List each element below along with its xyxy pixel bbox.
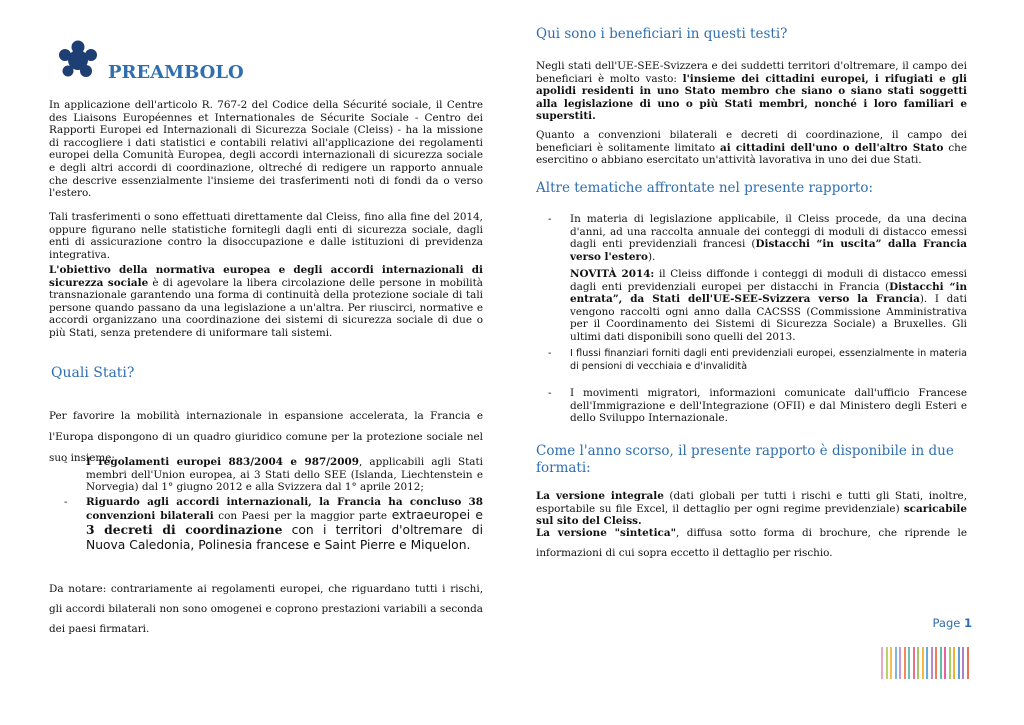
objective-paragraph bbox=[49, 264, 483, 340]
color-bar bbox=[899, 647, 901, 679]
color-bar bbox=[931, 647, 933, 679]
heading-altre-tematiche: Altre tematiche affrontate nel presente rapporto: bbox=[536, 180, 874, 196]
framework-list bbox=[64, 456, 483, 552]
color-bar bbox=[886, 647, 888, 679]
color-bar bbox=[917, 647, 919, 679]
color-bar bbox=[926, 647, 928, 679]
framework-paragraph: Per favorire la mobilità internazionale in espansione accelerata, la Francia e l'Europa dispongono di un quadro giuridico comune per la protezione sociale nel suo insieme: bbox=[49, 410, 483, 464]
page-title: PREAMBOLO bbox=[108, 62, 244, 83]
beneficiaries-paragraph: Negli stati dell'UE-SEE-Svizzera e dei suddetti territori d'oltremare, il campo dei beneficiari è molto vasto: l'insieme dei cittadini europei, i rifugiati e gli apolidi residenti in uno Stato membro che siano o siano stati soggetti alla legislazione di uno o più Stati membri, nonché i loro familiari e superstiti. bbox=[536, 60, 967, 123]
list-item: - I flussi finanziari forniti dagli enti previdenziali europei, essenzialmente in materia di pensioni di vecchiaia e d'invalidità bbox=[548, 348, 967, 373]
intro-paragraph: In applicazione dell'articolo R. 767-2 del Codice della Sécurité sociale, il Centre des Liaisons Européennes et Internationales de Sécurite Sociale - Centro dei Rapporti Europei ed Internazionali di Sicurezza Sociale (Cleiss) - ha la missione di raccogliere i dati statistici e contabili relativi all'applicazione dei regolamenti europei della Comunità Europea, degli accordi internazionali di sicurezza sociale e degli altri accordi di coordinazione, oltreché di redigere un rapporto annuale che descrive essenzialmente l'insieme dei trasferimenti noti di fondi da o verso l'estero. bbox=[49, 99, 483, 200]
color-bar bbox=[904, 647, 906, 679]
note-paragraph: Da notare: contrariamente ai regolamenti europei, che riguardano tutti i rischi, gli accordi bilaterali non sono omogenei e coprono prestazioni variabili a seconda dei paesi firmatari. bbox=[49, 583, 483, 635]
bilateral-paragraph: Quanto a convenzioni bilaterali e decreti di coordinazione, il campo dei beneficiari è solitamente limitato ai cittadini dell'uno o dell'altro Stato che esercitino o abbiano esercitato un'attività lavorativa in uno dei due Stati. bbox=[536, 129, 967, 167]
heading-quali-stati: Quali Stati? bbox=[51, 365, 135, 381]
color-bar bbox=[908, 647, 910, 679]
list-item: - Riguardo agli accordi internazionali, la Francia ha concluso 38 convenzioni bilaterali con Paesi per la maggior parte extraeuropei e 3 decreti di coordinazione con i territori d'oltremare di Nuova Caledonia, Polinesia francese e Saint Pierre e Miquelon. bbox=[64, 496, 483, 552]
list-item: - In materia di legislazione applicabile, il Cleiss procede, da una decina d'anni, ad una raccolta annuale dei conteggi di moduli di distacco emessi dagli enti previdenziali francesi (Distacchi “in uscita” dalla Francia verso l'estero). bbox=[548, 213, 967, 263]
color-bar bbox=[890, 647, 892, 679]
full-version-paragraph: La versione integrale (dati globali per tutti i rischi e tutti gli Stati, inoltre, esportabile su file Excel, il dettaglio per ogni regime previdenziale) scaricabile sul sito del Cleiss. bbox=[536, 490, 967, 528]
color-bar bbox=[949, 647, 951, 679]
color-bar bbox=[922, 647, 924, 679]
color-bar bbox=[967, 647, 969, 679]
color-bar bbox=[962, 647, 964, 679]
color-bar bbox=[935, 647, 937, 679]
topics-list-3 bbox=[548, 387, 967, 425]
page-number: Page 1 bbox=[932, 616, 972, 630]
summary-version-paragraph: La versione "sintetica", diffusa sotto forma di brochure, che riprende le informazioni di cui sopra eccetto il dettaglio per rischio. bbox=[536, 527, 967, 559]
objective-rest: è di agevolare la libera circolazione delle persone in mobilità transnazionale garantendo una forma di continuità della protezione sociale di tali persone quando passano da una legislazione a un'altra. Per riuscirci, normative e accordi organizzano una coordinazione dei sistemi di sicurezza sociale di due o più Stati, senza pretendere di uniformare tali sistemi. bbox=[49, 276, 483, 339]
color-bar bbox=[944, 647, 946, 679]
objective-bold: L'obiettivo della normativa europea e degli accordi internazionali di sicurezza sociale bbox=[49, 264, 483, 289]
decorative-color-bars bbox=[881, 647, 971, 679]
transfers-paragraph: Tali trasferimenti o sono effettuati direttamente dal Cleiss, fino alla fine del 2014, oppure figurano nelle statistiche fornitegli dagli enti di sicurezza sociale, dagli enti di assicurazione contro la disoccupazione e dalle istituzioni di previdenza integrativa. bbox=[49, 211, 483, 261]
topics-list-2 bbox=[548, 348, 967, 373]
novita-paragraph: NOVITÀ 2014: il Cleiss diffonde i conteggi di moduli di distacco emessi dagli enti previdenziali europei per distacchi in Francia (Distacchi “in entrata”, da Stati dell'UE-SEE-Svizzera verso la Francia). I dati vengono raccolti ogni anno dalla CACSSS (Commissione Amministrativa per il Coordinamento dei Sistemi di Sicurezza Sociale) a Bruxelles. Gli ultimi dati disponibili sono quelli del 2013. bbox=[570, 268, 967, 343]
color-bar bbox=[913, 647, 915, 679]
color-bar bbox=[940, 647, 942, 679]
list-item: - I movimenti migratori, informazioni comunicate dall'ufficio Francese dell'Immigrazione e dell'Integrazione (OFII) e dal Ministero degli Esteri e dello Sviluppo Internazionale. bbox=[548, 387, 967, 425]
list-item: - I regolamenti europei 883/2004 e 987/2009, applicabili agli Stati membri dell'Union europea, ai 3 Stati dello SEE (Islanda, Liechtenstein e Norvegia) dal 1° giugno 2012 e alla Svizzera dal 1° aprile 2012; bbox=[64, 456, 483, 494]
color-bar bbox=[958, 647, 960, 679]
heading-formati: Come l'anno scorso, il presente rapporto è disponibile in due formati: bbox=[536, 443, 954, 476]
color-bar bbox=[895, 647, 897, 679]
topics-list bbox=[548, 213, 967, 263]
star-blob-icon bbox=[58, 40, 98, 80]
logo bbox=[58, 40, 98, 80]
color-bar bbox=[881, 647, 883, 679]
color-bar bbox=[953, 647, 955, 679]
heading-beneficiari: Qui sono i beneficiari in questi testi? bbox=[536, 26, 788, 42]
